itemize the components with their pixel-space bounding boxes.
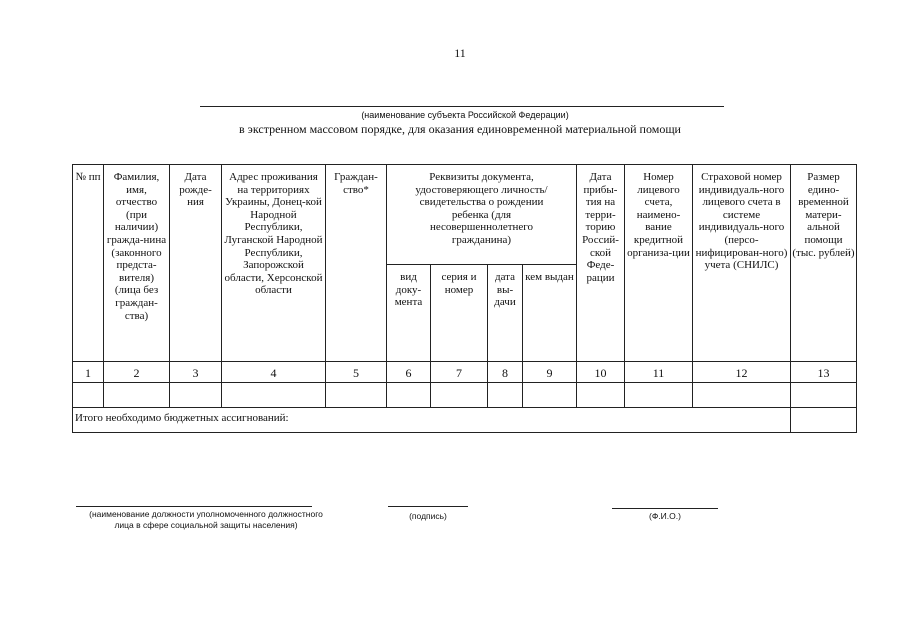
position-line bbox=[76, 506, 312, 507]
colnum-2: 2 bbox=[104, 362, 170, 383]
empty-cell bbox=[523, 383, 577, 408]
header-col-3: Дата рожде-ния bbox=[170, 165, 222, 362]
header-col-7: серия и номер bbox=[431, 265, 488, 362]
signature-line bbox=[388, 506, 468, 507]
colnum-11: 11 bbox=[625, 362, 693, 383]
empty-cell bbox=[73, 383, 104, 408]
fio-line bbox=[612, 508, 718, 509]
colnum-9: 9 bbox=[523, 362, 577, 383]
empty-cell bbox=[625, 383, 693, 408]
fio-caption: (Ф.И.О.) bbox=[649, 511, 681, 521]
recipients-table bbox=[72, 164, 857, 433]
header-col-8: дата вы-дачи bbox=[488, 265, 523, 362]
header-col-6: вид доку-мента bbox=[387, 265, 431, 362]
header-col-11: Номер лицевого счета, наимено-вание кредитной организа-ции bbox=[625, 165, 693, 362]
empty-data-row bbox=[73, 383, 857, 408]
header-col-13: Размер едино-временной матери-альной помощи (тыс. рублей) bbox=[791, 165, 857, 362]
colnum-1: 1 bbox=[73, 362, 104, 383]
signature-caption: (подпись) bbox=[409, 511, 447, 521]
total-value-cell bbox=[791, 408, 857, 433]
empty-cell bbox=[431, 383, 488, 408]
header-col-9: кем выдан bbox=[523, 265, 577, 362]
colnum-3: 3 bbox=[170, 362, 222, 383]
total-label: Итого необходимо бюджетных ассигнований: bbox=[73, 408, 791, 433]
empty-cell bbox=[488, 383, 523, 408]
total-row bbox=[73, 408, 857, 433]
colnum-5: 5 bbox=[326, 362, 387, 383]
colnum-7: 7 bbox=[431, 362, 488, 383]
empty-cell bbox=[791, 383, 857, 408]
empty-cell bbox=[326, 383, 387, 408]
colnum-8: 8 bbox=[488, 362, 523, 383]
subtitle: в экстренном массовом порядке, для оказания единовременной материальной помощи bbox=[239, 122, 681, 136]
colnum-12: 12 bbox=[693, 362, 791, 383]
subject-caption: (наименование субъекта Российской Федерации) bbox=[361, 110, 569, 120]
empty-cell bbox=[693, 383, 791, 408]
header-col-2: Фамилия, имя, отчество (при наличии) гражда-нина (законного предста-вителя) (лица без граждан-ства) bbox=[104, 165, 170, 362]
page-number: 11 bbox=[454, 46, 466, 60]
header-document-group: Реквизиты документа, удостоверяющего личность/свидетельства о рождении ребенка (для несовершеннолетнего гражданина) bbox=[387, 165, 577, 265]
header-col-1: № пп bbox=[73, 165, 104, 362]
header-col-4: Адрес проживания на территориях Украины, Донец-кой Народной Республики, Луганской Народной Республики, Запорожской области, Херсонской области bbox=[222, 165, 326, 362]
empty-cell bbox=[104, 383, 170, 408]
empty-cell bbox=[387, 383, 431, 408]
colnum-6: 6 bbox=[387, 362, 431, 383]
empty-cell bbox=[577, 383, 625, 408]
colnum-10: 10 bbox=[577, 362, 625, 383]
header-row-1 bbox=[73, 165, 857, 265]
header-col-10: Дата прибы-тия на терри-торию Россий-ской Феде-рации bbox=[577, 165, 625, 362]
position-caption: (наименование должности уполномоченного должностного лица в сфере социальной защиты населения) bbox=[89, 509, 323, 530]
colnum-13: 13 bbox=[791, 362, 857, 383]
column-number-row bbox=[73, 362, 857, 383]
header-col-12: Страховой номер индивидуаль-ного лицевого счета в системе индивидуаль-ного (персо-нифицирован-ного) учета (СНИЛС) bbox=[693, 165, 791, 362]
header-col-5: Граждан-ство* bbox=[326, 165, 387, 362]
colnum-4: 4 bbox=[222, 362, 326, 383]
empty-cell bbox=[170, 383, 222, 408]
empty-cell bbox=[222, 383, 326, 408]
subject-line bbox=[200, 106, 724, 107]
